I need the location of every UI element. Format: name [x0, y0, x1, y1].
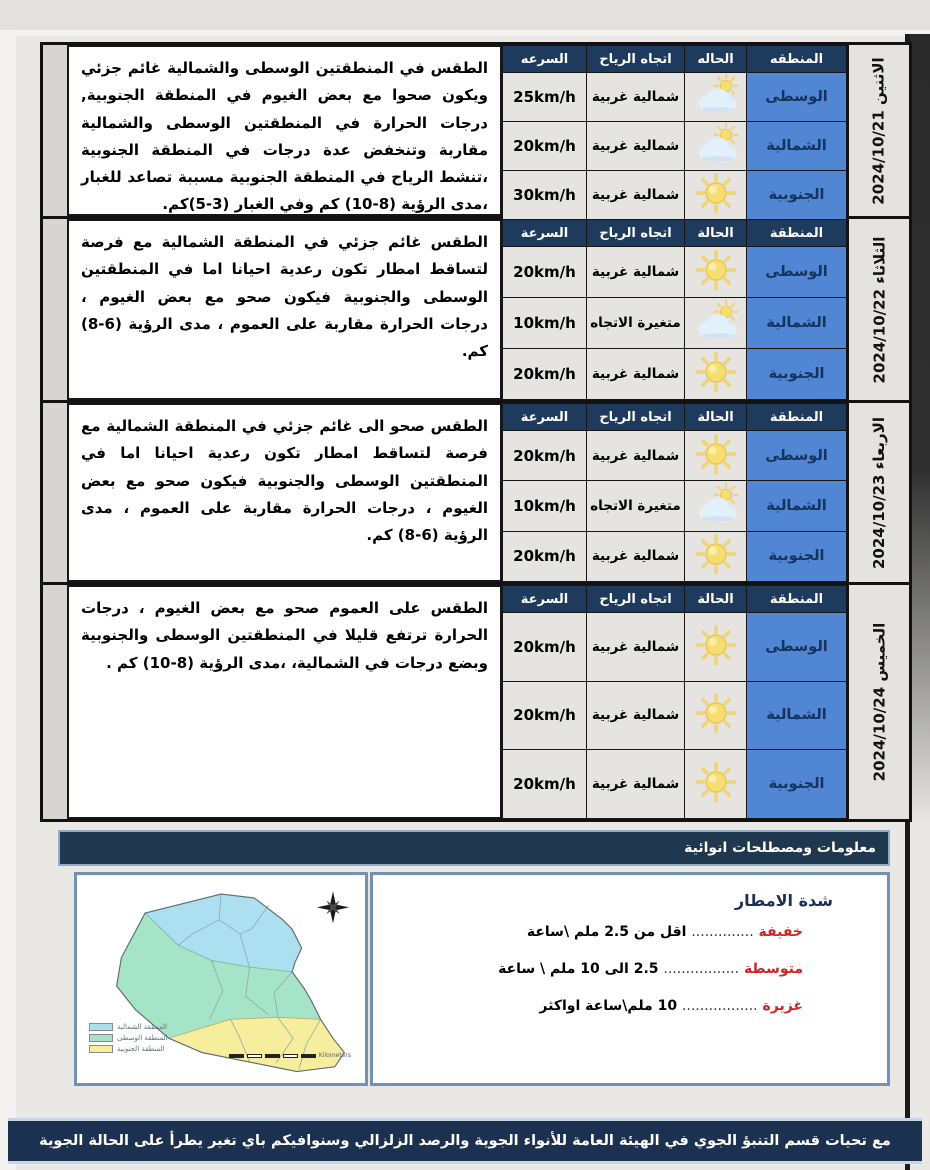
forecast-table: [502, 219, 847, 400]
forecast-summary-text: الطقس على العموم صحو مع بعض الغيوم ، درجات الحرارة ترتفع قليلا في المنطقتين الوسطى والجنوبية وبضع درجات في الشمالية، ،مدى الرؤية (8-10) كم .: [81, 599, 488, 672]
wind-speed-cell: 20km/h: [503, 247, 587, 298]
wind-speed-cell: 10km/h: [503, 298, 587, 349]
condition-cell: [685, 349, 747, 400]
dotted-leader: .................: [681, 998, 758, 1014]
table-row: [503, 481, 847, 531]
region-cell: الجنوبية: [747, 349, 847, 400]
day-block-monday: [43, 45, 909, 219]
forecast-summary-panel: [67, 585, 502, 819]
header-wind: اتجاه الرياح: [587, 586, 685, 613]
wind-direction-cell: شمالية غربية: [587, 122, 685, 171]
region-cell: الشمالية: [747, 481, 847, 531]
header-region: المنطقة: [747, 586, 847, 613]
condition-cell: [685, 298, 747, 349]
legend-label: المنطقة الشمالية: [117, 1023, 167, 1031]
wind-direction-cell: متغيرة الاتجاه: [587, 481, 685, 531]
table-row: [503, 750, 847, 819]
legend-swatch-central: [89, 1034, 113, 1042]
region-cell: الوسطى: [747, 431, 847, 481]
sun-icon: [688, 350, 744, 394]
table-row: [503, 298, 847, 349]
wind-speed-cell: 10km/h: [503, 481, 587, 531]
rain-level-value: 10 ملم\ساعة اواكثر: [539, 998, 678, 1014]
sun-icon: [688, 760, 744, 804]
wind-direction-cell: شمالية غربية: [587, 613, 685, 682]
forecast-summary-text: الطقس صحو الى غائم جزئي في المنطقة الشمالية مع فرصة لتساقط امطار تكون رعدية احيانا اما في المنطقتين الوسطى والجنوبية فيكون صحو مع بعض الغيوم ، درجات الحرارة مقاربة على العموم ، مدى الرؤية (6-8) كم.: [81, 417, 488, 545]
wind-direction-cell: متغيرة الاتجاه: [587, 298, 685, 349]
header-speed: السرعة: [503, 220, 587, 247]
rain-level-value: 2.5 الى 10 ملم \ ساعة: [498, 961, 659, 977]
table-row: [503, 247, 847, 298]
table-row: [503, 349, 847, 400]
footer-bar: [8, 1118, 922, 1164]
sun-behind-cloud-icon: [688, 299, 744, 343]
weather-condition-icon: [688, 122, 744, 166]
date-label: الاثنين 2024/10/21: [870, 56, 888, 205]
weather-condition-icon: [688, 73, 744, 117]
header-region: المنطقه: [747, 46, 847, 73]
weather-condition-icon: [688, 248, 744, 292]
sun-behind-cloud-icon: [688, 73, 744, 117]
table-row: [503, 122, 847, 171]
condition-cell: [685, 531, 747, 581]
footer-text: مع تحيات قسم التنبؤ الجوي في الهيئة العامة للأنواء الجوية والرصد الزلزالي وسنوافيكم باي تغير يطرأ على الحالة الجوية: [39, 1133, 891, 1149]
sun-icon: [688, 171, 744, 215]
table-row: [503, 171, 847, 220]
table-header-row: [503, 46, 847, 73]
wind-direction-cell: شمالية غربية: [587, 681, 685, 750]
date-column: [847, 219, 909, 400]
forecast-summary-text: الطقس في المنطقتين الوسطى والشمالية غائم جزئي ويكون صحوا مع بعض الغيوم في المنطقة الجنوبية, درجات الحرارة في المنطقتين الوسطى والشمالية مقاربة وتنخفض عدة درجات في المنطقة الجنوبية ،تنشط الرياح في المنطقة الجنوبية مسببة تصاعد للغبار ،مدى الرؤية (8-10) كم وفي الغبار (3-5)كم.: [81, 59, 488, 214]
header-wind: اتجاه الرياح: [587, 220, 685, 247]
date-column: [847, 585, 909, 819]
rain-level-label: متوسطة: [743, 961, 803, 977]
forecast-table: [502, 585, 847, 819]
wind-speed-cell: 20km/h: [503, 431, 587, 481]
scale-bar-label: Kilometers: [318, 1052, 351, 1059]
rain-level-label: غزيرة: [762, 998, 803, 1014]
rain-level-heavy: [393, 998, 803, 1014]
weather-condition-icon: [688, 299, 744, 343]
legend-item-south: [89, 1045, 168, 1053]
legend-swatch-north: [89, 1023, 113, 1031]
info-section-title: معلومات ومصطلحات انوائية: [684, 840, 876, 856]
header-condition: الحالة: [685, 220, 747, 247]
condition-cell: [685, 750, 747, 819]
condition-cell: [685, 431, 747, 481]
condition-cell: [685, 481, 747, 531]
day-block-wednesday: [43, 403, 909, 585]
table-header-row: [503, 404, 847, 431]
forecast-summary-panel: [67, 219, 502, 400]
wind-direction-cell: شمالية غربية: [587, 531, 685, 581]
weather-condition-icon: [688, 482, 744, 526]
legend-item-central: [89, 1034, 168, 1042]
legend-swatch-south: [89, 1045, 113, 1053]
region-cell: الوسطى: [747, 613, 847, 682]
date-label: الثلاثاء 2024/10/22: [870, 236, 888, 383]
header-region: المنطقة: [747, 220, 847, 247]
table-header-row: [503, 586, 847, 613]
wind-direction-cell: شمالية غربية: [587, 349, 685, 400]
legend-label: المنطقة الجنوبية: [117, 1045, 165, 1053]
header-wind: اتجاه الرياح: [587, 46, 685, 73]
sun-icon: [688, 532, 744, 576]
sun-behind-cloud-icon: [688, 482, 744, 526]
condition-cell: [685, 247, 747, 298]
forecast-table: [502, 45, 847, 220]
rain-level-value: اقل من 2.5 ملم \ساعة: [526, 924, 687, 940]
region-cell: الشمالية: [747, 122, 847, 171]
forecast-summary-text: الطقس غائم جزئي في المنطقة الشمالية مع فرصة لتساقط امطار تكون رعدية احيانا اما في المنطقتين الوسطى والجنوبية فيكون صحو مع بعض الغيوم ، درجات الحرارة مقاربة على العموم ، مدى الرؤية (6-8) كم.: [81, 233, 488, 361]
wind-speed-cell: 20km/h: [503, 122, 587, 171]
forecast-summary-panel: [67, 403, 502, 582]
table-row: [503, 613, 847, 682]
condition-cell: [685, 171, 747, 220]
header-region: المنطقة: [747, 404, 847, 431]
region-cell: الشمالية: [747, 298, 847, 349]
weather-condition-icon: [688, 171, 744, 215]
weather-condition-icon: [688, 350, 744, 394]
wind-speed-cell: 20km/h: [503, 531, 587, 581]
wind-speed-cell: 20km/h: [503, 750, 587, 819]
compass-rose-icon: [317, 891, 349, 923]
sun-icon: [688, 432, 744, 476]
dotted-leader: .................: [663, 961, 740, 977]
header-wind: اتجاه الرياح: [587, 404, 685, 431]
legend-item-north: [89, 1023, 168, 1031]
header-condition: الحاله: [685, 46, 747, 73]
region-cell: الجنوبية: [747, 171, 847, 220]
wind-speed-cell: 25km/h: [503, 73, 587, 122]
weather-condition-icon: [688, 432, 744, 476]
rain-level-label: خفيفة: [758, 924, 803, 940]
region-cell: الجنوبية: [747, 750, 847, 819]
photo-left-strip: [0, 30, 16, 1170]
rain-level-light: [393, 924, 803, 940]
photo-right-shadow: [910, 34, 930, 826]
region-cell: الوسطى: [747, 247, 847, 298]
forecast-table-frame: [40, 42, 912, 822]
table-header-row: [503, 220, 847, 247]
date-column: [847, 403, 909, 582]
wind-speed-cell: 30km/h: [503, 171, 587, 220]
legend-label: المنطقة الوسطى: [117, 1034, 168, 1042]
date-label: الخميس 2024/10/24: [870, 622, 888, 782]
wind-speed-cell: 20km/h: [503, 349, 587, 400]
weather-condition-icon: [688, 623, 744, 667]
condition-cell: [685, 681, 747, 750]
dotted-leader: ..............: [691, 924, 754, 940]
date-label: الاربعاء 2024/10/23: [870, 416, 888, 569]
wind-direction-cell: شمالية غربية: [587, 247, 685, 298]
table-row: [503, 681, 847, 750]
weather-condition-icon: [688, 532, 744, 576]
wind-speed-cell: 20km/h: [503, 613, 587, 682]
weather-condition-icon: [688, 691, 744, 735]
wind-speed-cell: 20km/h: [503, 681, 587, 750]
wind-direction-cell: شمالية غربية: [587, 431, 685, 481]
header-condition: الحالة: [685, 404, 747, 431]
header-condition: الحالة: [685, 586, 747, 613]
table-row: [503, 73, 847, 122]
condition-cell: [685, 122, 747, 171]
wind-direction-cell: شمالية غربية: [587, 73, 685, 122]
header-speed: السرعة: [503, 404, 587, 431]
weather-condition-icon: [688, 760, 744, 804]
photo-top-band: [0, 0, 930, 36]
condition-cell: [685, 73, 747, 122]
rain-level-moderate: [393, 961, 803, 977]
day-block-tuesday: [43, 219, 909, 403]
rain-intensity-title: شدة الامطار: [734, 891, 833, 910]
date-column: [847, 45, 909, 216]
map-scale-bar: [229, 1052, 351, 1059]
info-section-header: [58, 830, 890, 866]
condition-cell: [685, 613, 747, 682]
iraq-regions-map-box: [74, 872, 368, 1086]
header-speed: السرعه: [503, 46, 587, 73]
map-legend: [89, 1023, 168, 1053]
sun-behind-cloud-icon: [688, 122, 744, 166]
header-speed: السرعة: [503, 586, 587, 613]
wind-direction-cell: شمالية غربية: [587, 171, 685, 220]
region-cell: الشمالية: [747, 681, 847, 750]
sun-icon: [688, 623, 744, 667]
region-cell: الوسطى: [747, 73, 847, 122]
wind-direction-cell: شمالية غربية: [587, 750, 685, 819]
table-row: [503, 531, 847, 581]
sun-icon: [688, 248, 744, 292]
sun-icon: [688, 691, 744, 735]
forecast-table: [502, 403, 847, 582]
table-row: [503, 431, 847, 481]
rain-intensity-box: [370, 872, 890, 1086]
forecast-summary-panel: [67, 45, 502, 216]
region-cell: الجنوبية: [747, 531, 847, 581]
day-block-thursday: [43, 585, 909, 819]
